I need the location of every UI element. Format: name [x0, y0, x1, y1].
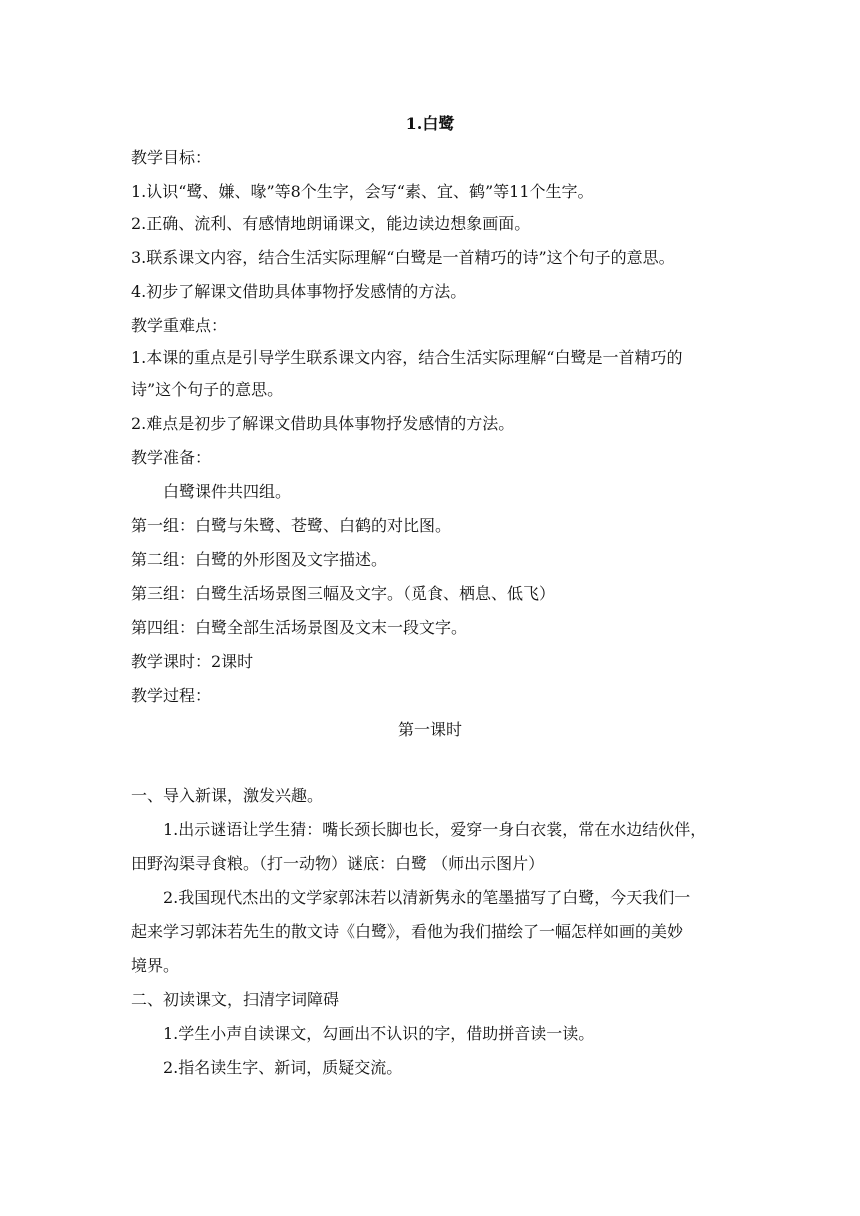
prep-group: 第二组：白鹭的外形图及文字描述。 — [131, 550, 388, 569]
prep-heading: 教学准备： — [131, 448, 212, 467]
lesson-heading: 第一课时 — [397, 720, 462, 739]
key-point-1-line-2: 诗”这个句子的意思。 — [131, 380, 284, 399]
prep-group: 第四组：白鹭全部生活场景图及文末一段文字。 — [131, 618, 468, 637]
lesson-hours: 教学课时：2课时 — [131, 652, 254, 671]
key-points-heading: 教学重难点： — [131, 316, 228, 335]
section-2-heading: 二、初读课文，扫清字词障碍 — [131, 990, 340, 1009]
goal-item: 1.认识“鹭、嫌、喙”等8个生字，会写“素、宜、鹤”等11个生字。 — [131, 182, 594, 201]
section-1-heading: 一、导入新课，激发兴趣。 — [131, 786, 324, 805]
section-1-para-2-line-1: 2.我国现代杰出的文学家郭沫若以清新隽永的笔墨描写了白鹭，今天我们一 — [163, 888, 691, 907]
page-title: 1.白鹭 — [405, 114, 455, 133]
goal-item: 4.初步了解课文借助具体事物抒发感情的方法。 — [131, 282, 467, 301]
prep-group: 第三组：白鹭生活场景图三幅及文字。（觅食、栖息、低飞） — [131, 584, 556, 603]
prep-group: 第一组：白鹭与朱鹭、苍鹭、白鹤的对比图。 — [131, 516, 452, 535]
goals-heading: 教学目标： — [131, 148, 212, 167]
prep-intro: 白鹭课件共四组。 — [163, 482, 292, 501]
process-heading: 教学过程： — [131, 686, 212, 705]
section-2-para-1: 1.学生小声自读课文，勾画出不认识的字，借助拼音读一读。 — [163, 1024, 595, 1043]
section-1-para-2-line-3: 境界。 — [131, 956, 180, 975]
section-1-para-2-line-2: 起来学习郭沫若先生的散文诗《白鹭》，看他为我们描绘了一幅怎样如画的美妙 — [131, 922, 684, 941]
section-2-para-2: 2.指名读生字、新词，质疑交流。 — [163, 1058, 403, 1077]
goal-item: 2.正确、流利、有感情地朗诵课文，能边读边想象画面。 — [131, 214, 531, 233]
key-point-1-line-1: 1.本课的重点是引导学生联系课文内容，结合生活实际理解“白鹭是一首精巧的 — [131, 348, 683, 367]
goal-item: 3.联系课文内容，结合生活实际理解“白鹭是一首精巧的诗”这个句子的意思。 — [131, 248, 675, 267]
key-point-2: 2.难点是初步了解课文借助具体事物抒发感情的方法。 — [131, 414, 515, 433]
section-1-para-1-line-1: 1.出示谜语让学生猜：嘴长颈长脚也长，爱穿一身白衣裳，常在水边结伙伴， — [163, 820, 707, 839]
section-1-para-1-line-2: 田野沟渠寻食粮。（打一动物）谜底：白鹭 （师出示图片） — [131, 854, 545, 873]
